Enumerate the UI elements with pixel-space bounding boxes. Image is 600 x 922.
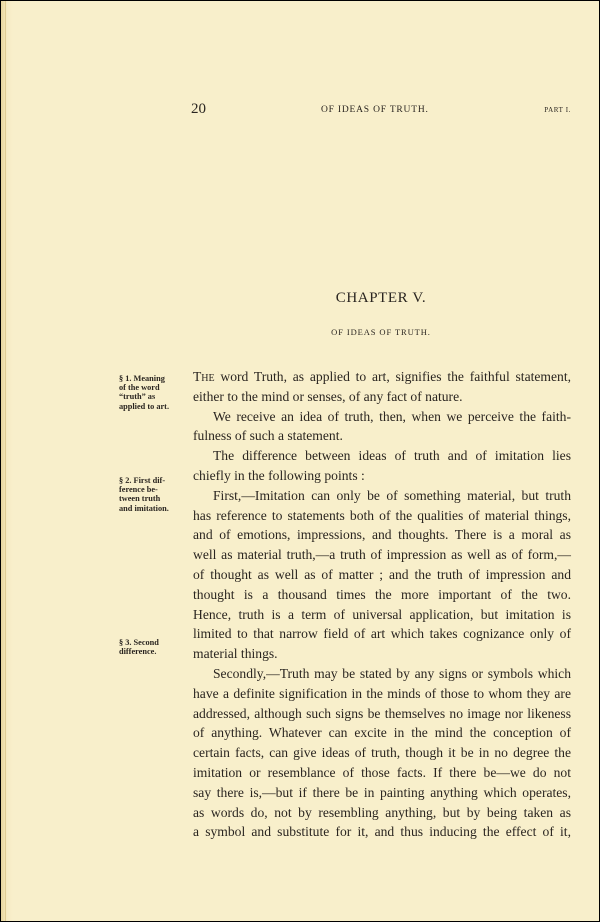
text-line: The difference between ideas of truth and of imitation lies	[213, 448, 571, 464]
paragraph-4	[193, 486, 571, 664]
text-line: say there is,—but if there be in painting anything which operates,	[193, 784, 571, 800]
page-number: 20	[191, 101, 206, 117]
paragraph-2	[193, 407, 571, 447]
text-line: chiefly in the following points :	[193, 467, 365, 483]
text-line: either to the mind or senses, of any fact of nature.	[193, 388, 463, 404]
text-line: fulness of such a statement.	[193, 428, 343, 444]
text-line: of thought as well as of matter ; and the truth of impression and	[193, 566, 571, 582]
sidenote-line: applied to art.	[119, 401, 170, 411]
paragraph-3	[193, 446, 571, 486]
text-line: First,—Imitation can only be of something material, but truth	[213, 487, 571, 503]
text-line: thought is a thousand times the more important of the two.	[193, 586, 571, 602]
text-line: a symbol and substitute for it, and thus inducing the effect of it,	[193, 824, 571, 840]
sidenote-line: § 1. Meaning	[119, 374, 165, 383]
running-title: OF IDEAS OF TRUTH.	[321, 105, 429, 115]
sidenote-section-3	[119, 638, 185, 656]
text-line: limited to that narrow field of art which takes cognizance only of	[193, 626, 571, 642]
text-line: Hence, truth is a term of universal application, but imitation is	[193, 606, 571, 622]
sidenote-line: tween truth	[119, 494, 161, 504]
chapter-subtitle: OF IDEAS OF TRUTH.	[331, 327, 431, 337]
text-line: certain facts, can give ideas of truth, though it be in no degree the	[193, 745, 571, 761]
body-text	[193, 367, 571, 842]
sidenote-section-2	[119, 476, 185, 513]
sidenote-line: § 2. First dif-	[119, 476, 166, 485]
text-line: well as material truth,—a truth of impression as well as of form,—	[193, 547, 571, 563]
text-line: We receive an idea of truth, then, when we perceive the faith-	[213, 408, 571, 424]
text-line: addressed, although such signs be themselves no image nor likeness	[193, 705, 571, 721]
text-line: of anything. Whatever can excite in the mind the conception of	[193, 725, 571, 741]
paragraph-1	[193, 367, 571, 407]
sidenote-line: “truth” as	[119, 392, 156, 402]
page-edge-binding	[5, 1, 6, 921]
text-line: imitation or resemblance of those facts. If there be—we do not	[193, 764, 571, 780]
sidenote-line: and imitation.	[119, 503, 169, 513]
dropcap-word: The	[193, 369, 215, 384]
paragraph-5	[193, 664, 571, 842]
sidenote-section-1	[119, 374, 185, 411]
running-header	[191, 103, 571, 119]
text-line: has reference to statements both of the qualities of material things,	[193, 507, 571, 523]
sidenote-line: § 3. Second	[119, 638, 159, 647]
chapter-title: CHAPTER V.	[335, 290, 427, 306]
sidenote-line: ference be-	[119, 485, 158, 495]
text-line: have a definite signification in the minds of those to whom they are	[193, 685, 571, 701]
text-line: material things.	[193, 646, 278, 662]
part-label: PART I.	[544, 106, 571, 114]
text-line: The word Truth, as applied to art, signifies the faithful statement,	[193, 369, 571, 384]
sidenote-line: of the word	[119, 383, 160, 393]
text-line: as words do, not by resembling anything, but by being taken as	[193, 804, 571, 820]
sidenote-line: difference.	[119, 647, 157, 657]
text-line: Secondly,—Truth may be stated by any signs or symbols which	[213, 665, 571, 681]
text-line: and of emotions, impressions, and thoughts. There is a moral as	[193, 527, 571, 543]
